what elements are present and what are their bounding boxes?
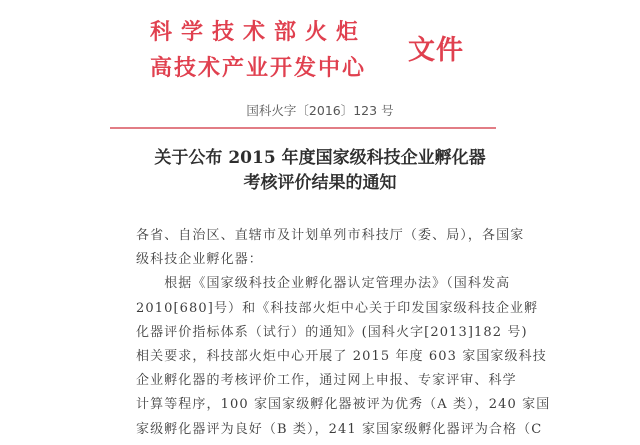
notice-body xyxy=(136,224,551,442)
issuer-header xyxy=(150,14,410,86)
document-number: 国科火字〔2016〕123 号 xyxy=(246,103,394,118)
notice-title-line-1: 关于公布 2015 年度国家级科技企业孵化器 xyxy=(154,148,486,168)
red-divider-line xyxy=(110,127,496,129)
body-line: 2010[680]号）和《科技部火炬中心关于印发国家级科技企业孵 xyxy=(136,300,539,316)
body-line: 化器评价指标体系（试行）的通知》(国科火字[2013]182 号) xyxy=(136,324,528,340)
body-line: 各省、自治区、直辖市及计划单列市科技厅（委、局），各国家 xyxy=(136,228,525,243)
body-line: 计算等程序，100 家国家级孵化器被评为优秀（A 类），240 家国 xyxy=(136,397,551,413)
notice-title-line-2: 考核评价结果的通知 xyxy=(243,173,397,193)
issuer-name-line-2: 高技术产业开发中心 xyxy=(150,55,367,81)
document-type-label: 文件 xyxy=(408,35,464,66)
body-line: 家级孵化器评为良好（B 类），241 家国家级孵化器评为合格（C xyxy=(136,421,543,437)
body-line: 企业孵化器的考核评价工作，通过网上申报、专家评审、科学 xyxy=(136,373,517,389)
issuer-name-line-1: 科学技术部火炬 xyxy=(150,19,368,45)
notice-title xyxy=(0,146,640,196)
body-line: 级科技企业孵化器： xyxy=(136,252,263,268)
body-line: 相关要求，科技部火炬中心开展了 2015 年度 603 家国家级科技 xyxy=(136,349,547,365)
body-line: 根据《国家级科技企业孵化器认定管理办法》（国科发高 xyxy=(136,276,511,292)
